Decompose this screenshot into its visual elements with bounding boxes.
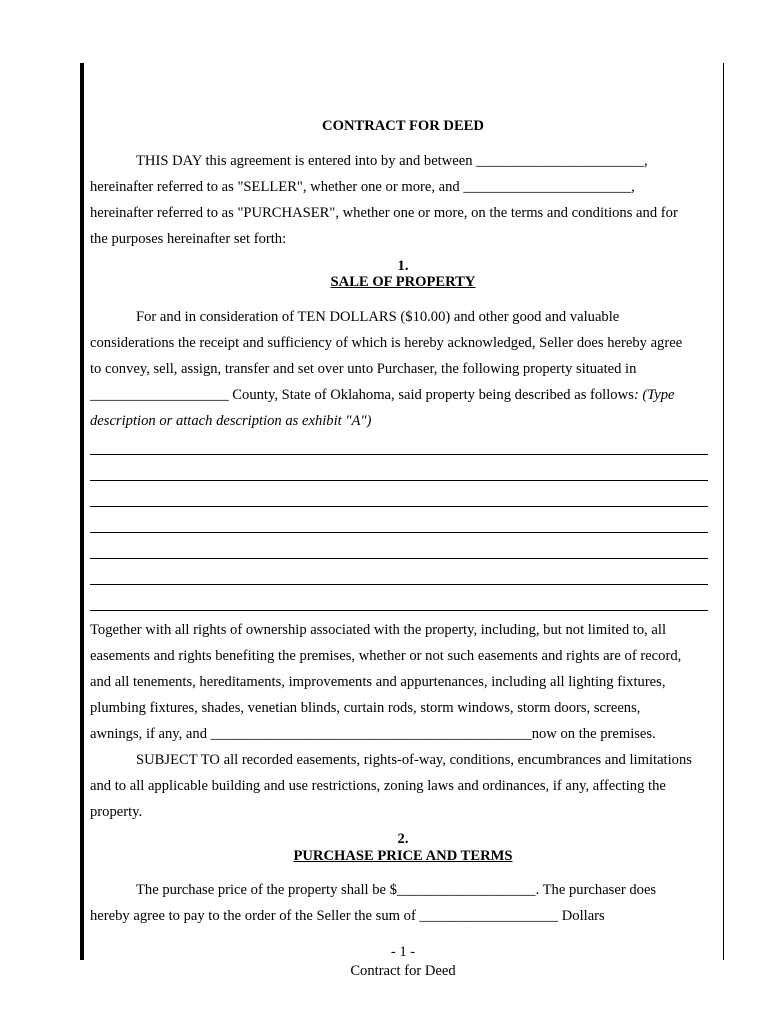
section-1-line-3: to convey, sell, assign, transfer and set over unto Purchaser, the following property situated in: [90, 361, 637, 377]
left-margin-bar: [80, 63, 84, 960]
description-blank-line[interactable]: [90, 454, 708, 455]
description-note: description or attach description as exhibit "A"): [90, 413, 372, 429]
intro-line-3: hereinafter referred to as "PURCHASER", whether one or more, on the terms and conditions and for: [90, 205, 678, 221]
description-blank-line[interactable]: [90, 480, 708, 481]
intro-line-4: the purposes hereinafter set forth:: [90, 231, 287, 247]
description-blank-line[interactable]: [90, 532, 708, 533]
section-1-heading: SALE OF PROPERTY: [330, 274, 476, 290]
description-blank-line[interactable]: [90, 584, 708, 585]
page-number: - 1 -: [390, 944, 416, 960]
section-2-line-2: hereby agree to pay to the order of the Seller the sum of ___________________ Dollars: [90, 908, 605, 924]
county-line: [90, 386, 674, 404]
intro-line-1: THIS DAY this agreement is entered into by and between _______________________,: [136, 153, 648, 169]
document-title: CONTRACT FOR DEED: [322, 118, 484, 134]
intro-line-2: hereinafter referred to as "SELLER", whether one or more, and _______________________,: [90, 179, 635, 195]
footer-label: Contract for Deed: [350, 963, 456, 979]
together-line-1: Together with all rights of ownership associated with the property, including, but not limited to, all: [90, 622, 666, 638]
together-line-2: easements and rights benefiting the premises, whether or not such easements and rights are of record,: [90, 648, 682, 664]
subject-line-3: property.: [90, 804, 143, 820]
right-margin-bar: [723, 63, 724, 960]
section-2-line-1: The purchase price of the property shall be $___________________. The purchaser does: [136, 882, 657, 898]
section-2-number: 2.: [397, 831, 409, 847]
county-line-italic: : (Type: [633, 387, 675, 403]
together-line-5: awnings, if any, and ____________________________________________now on the premises.: [90, 726, 656, 742]
subject-line-2: and to all applicable building and use restrictions, zoning laws and ordinances, if any, affecting the: [90, 778, 666, 794]
description-blank-line[interactable]: [90, 610, 708, 611]
description-blank-line[interactable]: [90, 558, 708, 559]
description-blank-line[interactable]: [90, 506, 708, 507]
section-1-number: 1.: [397, 258, 409, 274]
section-1-line-1: For and in consideration of TEN DOLLARS ($10.00) and other good and valuable: [136, 309, 620, 325]
section-2-heading: PURCHASE PRICE AND TERMS: [293, 848, 513, 864]
together-line-4: plumbing fixtures, shades, venetian blinds, curtain rods, storm windows, storm doors, screens,: [90, 700, 641, 716]
county-line-text: ___________________ County, State of Oklahoma, said property being described as follows: [90, 387, 634, 403]
section-1-line-2: considerations the receipt and sufficiency of which is hereby acknowledged, Seller does hereby agree: [90, 335, 683, 351]
subject-line-1: SUBJECT TO all recorded easements, rights-of-way, conditions, encumbrances and limitations: [136, 752, 692, 768]
together-line-3: and all tenements, hereditaments, improvements and appurtenances, including all lighting fixtures,: [90, 674, 666, 690]
